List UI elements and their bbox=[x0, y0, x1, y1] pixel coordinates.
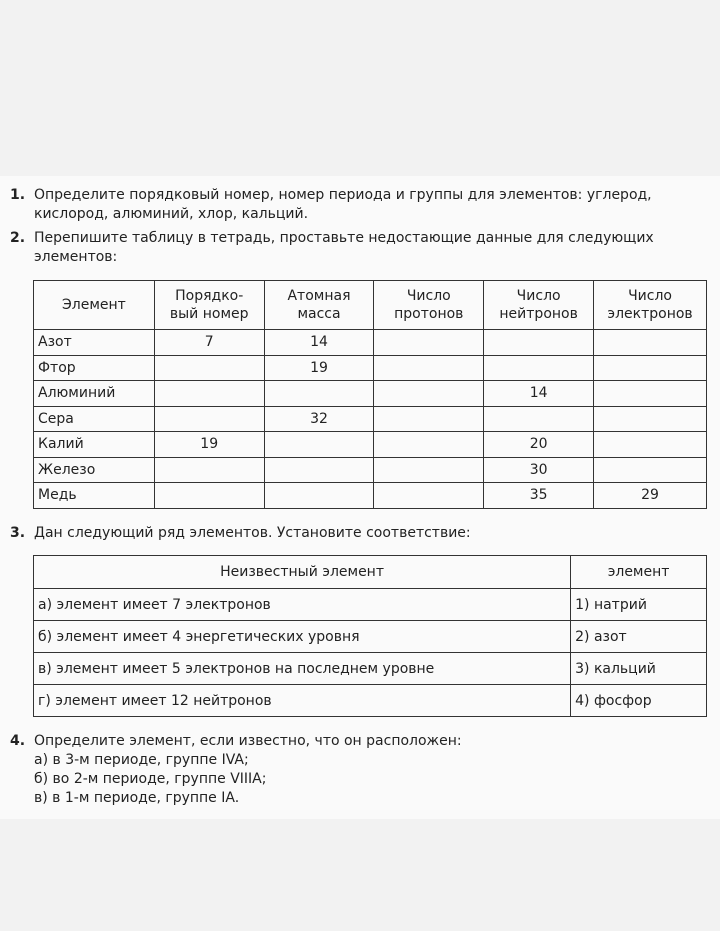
cell-element: 2) азот bbox=[571, 621, 707, 653]
cell-electrons bbox=[594, 355, 707, 381]
matching-table bbox=[33, 555, 707, 717]
cell-element: Сера bbox=[34, 406, 155, 432]
cell-description: г) элемент имеет 12 нейтронов bbox=[34, 685, 571, 717]
cell-number: 19 bbox=[154, 432, 264, 458]
cell-neutrons: 14 bbox=[484, 381, 594, 407]
header-element: Элемент bbox=[34, 281, 155, 330]
cell-element: Железо bbox=[34, 457, 155, 483]
task-text: элементов: bbox=[34, 249, 118, 265]
cell-protons bbox=[374, 406, 484, 432]
cell-element: Медь bbox=[34, 483, 155, 509]
cell-neutrons bbox=[484, 355, 594, 381]
cell-description: б) элемент имеет 4 энергетических уровня bbox=[34, 621, 571, 653]
header-mass: Атомная масса bbox=[264, 281, 374, 330]
table-row bbox=[34, 355, 707, 381]
cell-description: а) элемент имеет 7 электронов bbox=[34, 589, 571, 621]
table-row bbox=[34, 330, 707, 356]
task-text: Определите элемент, если известно, что он расположен: bbox=[34, 733, 462, 749]
cell-electrons bbox=[594, 457, 707, 483]
header-unknown-element: Неизвестный элемент bbox=[34, 556, 571, 589]
cell-mass bbox=[264, 432, 374, 458]
task-text: Дан следующий ряд элементов. Установите соответствие: bbox=[34, 525, 471, 541]
cell-neutrons bbox=[484, 330, 594, 356]
cell-number: 7 bbox=[154, 330, 264, 356]
cell-element: Фтор bbox=[34, 355, 155, 381]
cell-neutrons bbox=[484, 406, 594, 432]
task-1 bbox=[10, 186, 710, 224]
header-element: элемент bbox=[571, 556, 707, 589]
list-item: б) во 2-м периоде, группе VIIIA; bbox=[34, 771, 267, 787]
table-row bbox=[34, 483, 707, 509]
header-protons: Число протонов bbox=[374, 281, 484, 330]
cell-protons bbox=[374, 355, 484, 381]
table-row bbox=[34, 589, 707, 621]
cell-mass: 32 bbox=[264, 406, 374, 432]
table-row bbox=[34, 653, 707, 685]
header-neutrons: Число нейтронов bbox=[484, 281, 594, 330]
cell-element: Азот bbox=[34, 330, 155, 356]
cell-neutrons: 35 bbox=[484, 483, 594, 509]
task-number: 3. bbox=[10, 525, 26, 541]
cell-electrons: 29 bbox=[594, 483, 707, 509]
list-item: в) в 1-м периоде, группе IA. bbox=[34, 790, 240, 806]
task-text: Определите порядковый номер, номер периода и группы для элементов: углерод, bbox=[34, 187, 652, 203]
cell-protons bbox=[374, 483, 484, 509]
table-row bbox=[34, 457, 707, 483]
cell-number bbox=[154, 483, 264, 509]
cell-element: 4) фосфор bbox=[571, 685, 707, 717]
cell-element: 3) кальций bbox=[571, 653, 707, 685]
cell-mass bbox=[264, 483, 374, 509]
cell-protons bbox=[374, 457, 484, 483]
cell-neutrons: 20 bbox=[484, 432, 594, 458]
cell-electrons bbox=[594, 381, 707, 407]
cell-mass bbox=[264, 457, 374, 483]
element-data-table bbox=[33, 280, 707, 509]
cell-number bbox=[154, 406, 264, 432]
table-row bbox=[34, 432, 707, 458]
list-item: а) в 3-м периоде, группе IVA; bbox=[34, 752, 249, 768]
cell-description: в) элемент имеет 5 электронов на последнем уровне bbox=[34, 653, 571, 685]
task-3 bbox=[10, 524, 710, 543]
task-number: 2. bbox=[10, 230, 26, 246]
task-number: 1. bbox=[10, 187, 26, 203]
cell-electrons bbox=[594, 432, 707, 458]
cell-mass bbox=[264, 381, 374, 407]
cell-neutrons: 30 bbox=[484, 457, 594, 483]
table-header-row bbox=[34, 556, 707, 589]
cell-number bbox=[154, 355, 264, 381]
cell-protons bbox=[374, 432, 484, 458]
cell-element: Калий bbox=[34, 432, 155, 458]
cell-element: 1) натрий bbox=[571, 589, 707, 621]
task-text: кислород, алюминий, хлор, кальций. bbox=[34, 206, 309, 222]
header-number: Порядко- вый номер bbox=[154, 281, 264, 330]
header-electrons: Число электронов bbox=[594, 281, 707, 330]
table-row bbox=[34, 381, 707, 407]
cell-electrons bbox=[594, 330, 707, 356]
cell-mass: 14 bbox=[264, 330, 374, 356]
cell-electrons bbox=[594, 406, 707, 432]
task-2 bbox=[10, 229, 710, 267]
table-row bbox=[34, 621, 707, 653]
cell-element: Алюминий bbox=[34, 381, 155, 407]
table-header-row bbox=[34, 281, 707, 330]
cell-protons bbox=[374, 330, 484, 356]
cell-protons bbox=[374, 381, 484, 407]
table-row bbox=[34, 406, 707, 432]
task-text: Перепишите таблицу в тетрадь, проставьте недостающие данные для следующих bbox=[34, 230, 654, 246]
cell-number bbox=[154, 457, 264, 483]
cell-mass: 19 bbox=[264, 355, 374, 381]
task-number: 4. bbox=[10, 733, 26, 749]
table-row bbox=[34, 685, 707, 717]
task-4 bbox=[10, 732, 710, 808]
cell-number bbox=[154, 381, 264, 407]
